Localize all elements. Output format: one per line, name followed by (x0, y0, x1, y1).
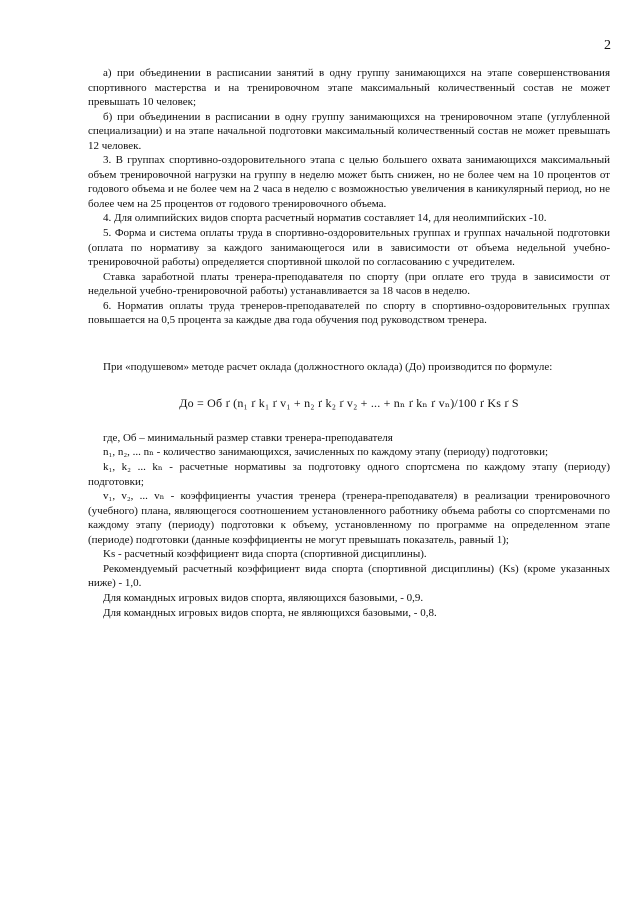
paragraph-4: 4. Для олимпийских видов спорта расчетный норматив составляет 14, для неолимпийских -10. (103, 212, 547, 225)
paragraph-3: 3. В группах спортивно-оздоровительного этапа с целью большего охвата занимающихся максимальный объем тренировочной нагрузки на группу в неделю может быть снижен, но не более чем на 10 процентов от годового объема и не более чем на 2 часа в неделю с возможностью увеличения в каникулярный период, но не более чем на 25 процентов от годового тренировочного объема. (88, 154, 610, 210)
paragraph-per-capita-method: При «подушевом» методе расчет оклада (должностного оклада) (До) производится по формуле: (103, 360, 553, 373)
paragraph-5: 5. Форма и система оплаты труда в спортивно-оздоровительных группах и группах начальной подготовки (оплата по нормативу за каждого занимающегося или в зависимости от объема недельной учебно-тренировочной работы) определяется спортивной школой по согласованию с учредителем. (88, 227, 610, 269)
salary-formula: До = Об ґ (n₁ ґ k₁ ґ v₁ + n₂ ґ k₂ ґ v₂ + ... + nₙ ґ kₙ ґ vₙ)/100 ґ Ks ґ S (179, 396, 519, 411)
paragraph-salary-rate: Ставка заработной платы тренера-преподавателя по спорту (при оплате его труда в зависимости от недельной учебно-тренировочной работы) устанавливается за 18 часов в неделю. (88, 270, 610, 298)
definition-ob: где, Об – минимальный размер ставки тренера-преподавателя (103, 431, 393, 444)
definition-v: v₁, v₂, ... vₙ - коэффициенты участия тренера (тренера-преподавателя) в реализации тренировочного (учебного) плана, являющегося соотношением установленного работнику объема работы со спортсменами по каждому этапу (периоду) подготовки к объему, установленному по программе на определенном этапе (периоде) подготовки (данные коэффициенты не могут превышать показатель, равный 1); (88, 490, 610, 546)
recommended-coefficient: Рекомендуемый расчетный коэффициент вида спорта (спортивной дисциплины) (Ks) (кроме указанных ниже) - 1,0. (88, 562, 610, 590)
team-nonbasic-coefficient: Для командных игровых видов спорта, не являющихся базовыми, - 0,8. (103, 606, 437, 619)
paragraph-6: 6. Норматив оплаты труда тренеров-преподавателей по спорту в спортивно-оздоровительных группах повышается на 0,5 процента за каждые два года обучения под руководством тренера. (88, 299, 610, 327)
definition-ks: Ks - расчетный коэффициент вида спорта (спортивной дисциплины). (103, 548, 427, 561)
paragraph-b: б) при объединении в расписании в одну группу занимающихся на тренировочном этапе (углубленной специализации) и на этапе начальной подготовки максимальный количественный состав не может превышать 12 человек. (88, 110, 610, 152)
team-basic-coefficient: Для командных игровых видов спорта, являющихся базовыми, - 0,9. (103, 591, 424, 604)
page-number: 2 (604, 38, 611, 53)
definition-k: k₁, k₂ ... kₙ - расчетные нормативы за подготовку одного спортсмена по каждому этапу (периоду) подготовки; (88, 461, 610, 488)
definition-n: n₁, n₂, ... nₙ - количество занимающихся, зачисленных по каждому этапу (периоду) подготовки; (103, 446, 549, 459)
document-body (88, 66, 610, 620)
paragraph-a: а) при объединении в расписании занятий в одну группу занимающихся на этапе совершенствования спортивного мастерства и на тренировочном этапе максимальный количественный состав не может превышать 10 человек; (88, 67, 610, 109)
